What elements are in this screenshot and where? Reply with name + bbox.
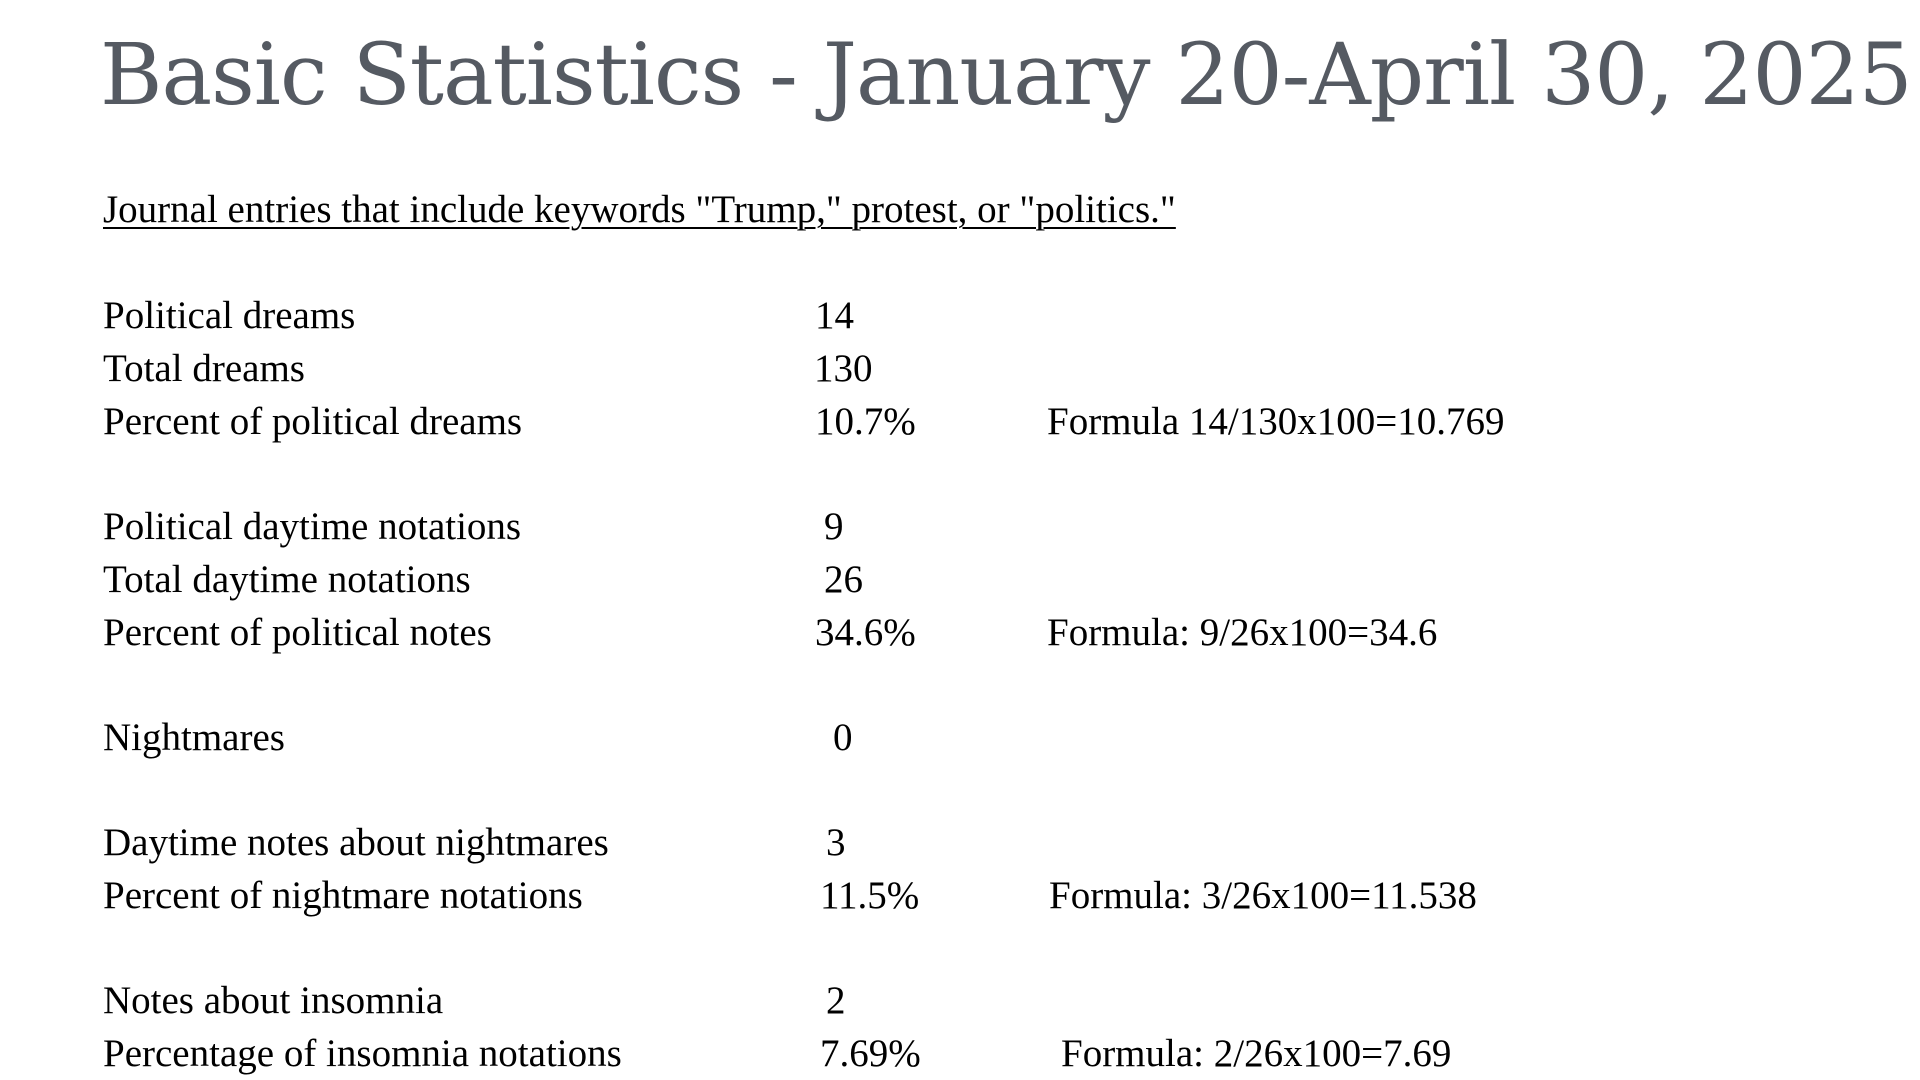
stat-row-percent-insomnia — [0, 1028, 1920, 1080]
stat-value: 130 — [814, 347, 873, 390]
stat-label: Notes about insomnia — [103, 979, 444, 1022]
stat-label: Political dreams — [103, 294, 356, 337]
stat-formula: Formula: 9/26x100=34.6 — [1047, 611, 1438, 654]
stat-row-insomnia — [0, 975, 1920, 1027]
stat-label: Daytime notes about nightmares — [103, 821, 609, 864]
stat-label: Total dreams — [103, 347, 305, 390]
stat-value: 10.7% — [815, 400, 916, 443]
slide-title: Basic Statistics - January 20-April 30, 2025 — [100, 26, 1912, 125]
stat-value: 2 — [826, 979, 846, 1022]
stat-row-total-daytime — [0, 554, 1920, 606]
stat-row-daytime-nightmares — [0, 817, 1920, 869]
stat-value: 11.5% — [820, 874, 920, 917]
stat-formula: Formula: 2/26x100=7.69 — [1061, 1032, 1452, 1075]
stat-value: 14 — [815, 294, 854, 337]
stat-formula: Formula 14/130x100=10.769 — [1047, 400, 1505, 443]
stat-row-nightmares — [0, 712, 1920, 764]
stat-row-percent-nightmare — [0, 870, 1920, 922]
stat-label: Total daytime notations — [103, 558, 471, 601]
subtitle: Journal entries that include keywords "Trump," protest, or "politics." — [103, 188, 1176, 231]
stat-value: 9 — [824, 505, 844, 548]
stat-label: Percent of political dreams — [103, 400, 523, 443]
stat-row-total-dreams — [0, 343, 1920, 395]
stat-value: 7.69% — [820, 1032, 921, 1075]
stat-label: Percent of nightmare notations — [103, 874, 583, 917]
stat-value: 34.6% — [815, 611, 916, 654]
stat-value: 0 — [833, 716, 853, 759]
stat-formula: Formula: 3/26x100=11.538 — [1049, 874, 1477, 917]
stat-value: 26 — [824, 558, 863, 601]
stat-value: 3 — [826, 821, 846, 864]
stat-label: Nightmares — [103, 716, 285, 759]
stat-row-political-daytime — [0, 501, 1920, 553]
stat-label: Percent of political notes — [103, 611, 492, 654]
stat-label: Political daytime notations — [103, 505, 522, 548]
stat-row-percent-political-notes — [0, 607, 1920, 659]
stat-row-percent-political-dreams — [0, 396, 1920, 448]
stat-label: Percentage of insomnia notations — [103, 1032, 622, 1075]
stat-row-political-dreams — [0, 290, 1920, 342]
